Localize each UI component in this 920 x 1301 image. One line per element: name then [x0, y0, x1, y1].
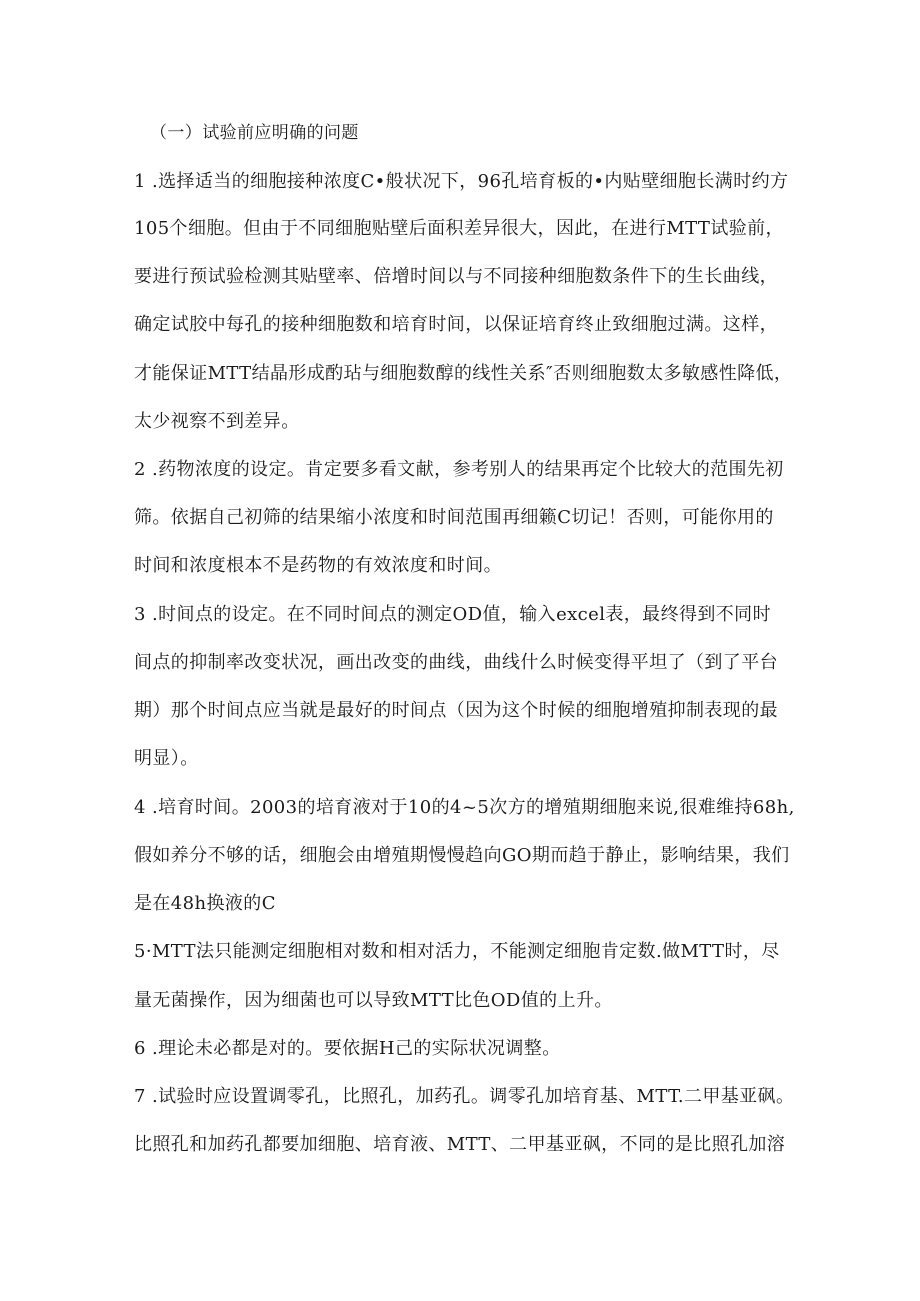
text-line: 确定试胶中每孔的接种细胞数和培育时间，以保证培育终止致细胞过满。这样，: [134, 314, 778, 335]
text-line: 4 .培育时间。2003的培育液对于10的4~5次方的增殖期细胞来说,很难维持68h,: [134, 797, 795, 818]
text-line: 2 .药物浓度的设定。肯定要多看文献，参考别人的结果再定个比较大的范围先初: [134, 459, 784, 480]
text-line: 时间和浓度根本不是药物的有效浓度和时间。: [134, 555, 502, 576]
text-line: 明显）。: [134, 748, 199, 769]
text-line: 间点的抑制率改变状况，画出改变的曲线，曲线什么时候变得平坦了（到了平台: [134, 652, 778, 673]
text-line: 3 .时间点的设定。在不同时间点的测定OD值，输入excel表，最终得到不同时: [134, 604, 771, 625]
text-line: 105个细胞。但由于不同细胞贴壁后面积差异很大，因此，在进行MTT试验前，: [134, 218, 784, 239]
text-line: 是在48h换液的C: [134, 893, 276, 914]
section-heading: （一）试验前应明确的问题: [150, 123, 359, 143]
text-line: 筛。依据自己初筛的结果缩小浓度和时间范围再细籁C切记！否则，可能你用的: [134, 507, 774, 528]
text-line: 期）那个时间点应当就是最好的时间点（因为这个时候的细胞增殖抑制表现的最: [134, 700, 778, 721]
text-line: 太少视察不到差异。: [134, 411, 300, 432]
text-line: 比照孔和加药孔都要加细胞、培育液、MTT、二甲基亚砜，不同的是比照孔加溶: [134, 1134, 786, 1155]
text-line: 7 .试验时应设置调零孔，比照孔，加药孔。调零孔加培育基、MTT.二甲基亚砜。: [134, 1086, 795, 1107]
text-line: 1 .选择适当的细胞接种浓度C•般状况下，96孔培育板的•内贴壁细胞长满时约方: [134, 171, 789, 192]
text-line: 才能保证MTT结晶形成酌玷与细胞数醇的线性关系″否则细胞数太多敏感性降低，: [134, 363, 793, 384]
text-line: 量无菌操作，因为细菌也可以导致MTT比色OD值的上升。: [134, 990, 613, 1011]
text-line: 5·MTT法只能测定细胞相对数和相对活力，不能测定细胞肯定数.做MTT时，尽: [134, 941, 780, 962]
text-line: 要进行预试验检测其贴壁率、倍增时间以与不同接种细胞数条件下的生长曲线，: [134, 266, 778, 287]
text-line: 假如养分不够的话，细胞会由增殖期慢慢趋向GO期而趋于静止，影响结果，我们: [134, 845, 790, 866]
text-line: 6 .理论未必都是对的。要依据H己的实际状况调整。: [134, 1038, 561, 1059]
